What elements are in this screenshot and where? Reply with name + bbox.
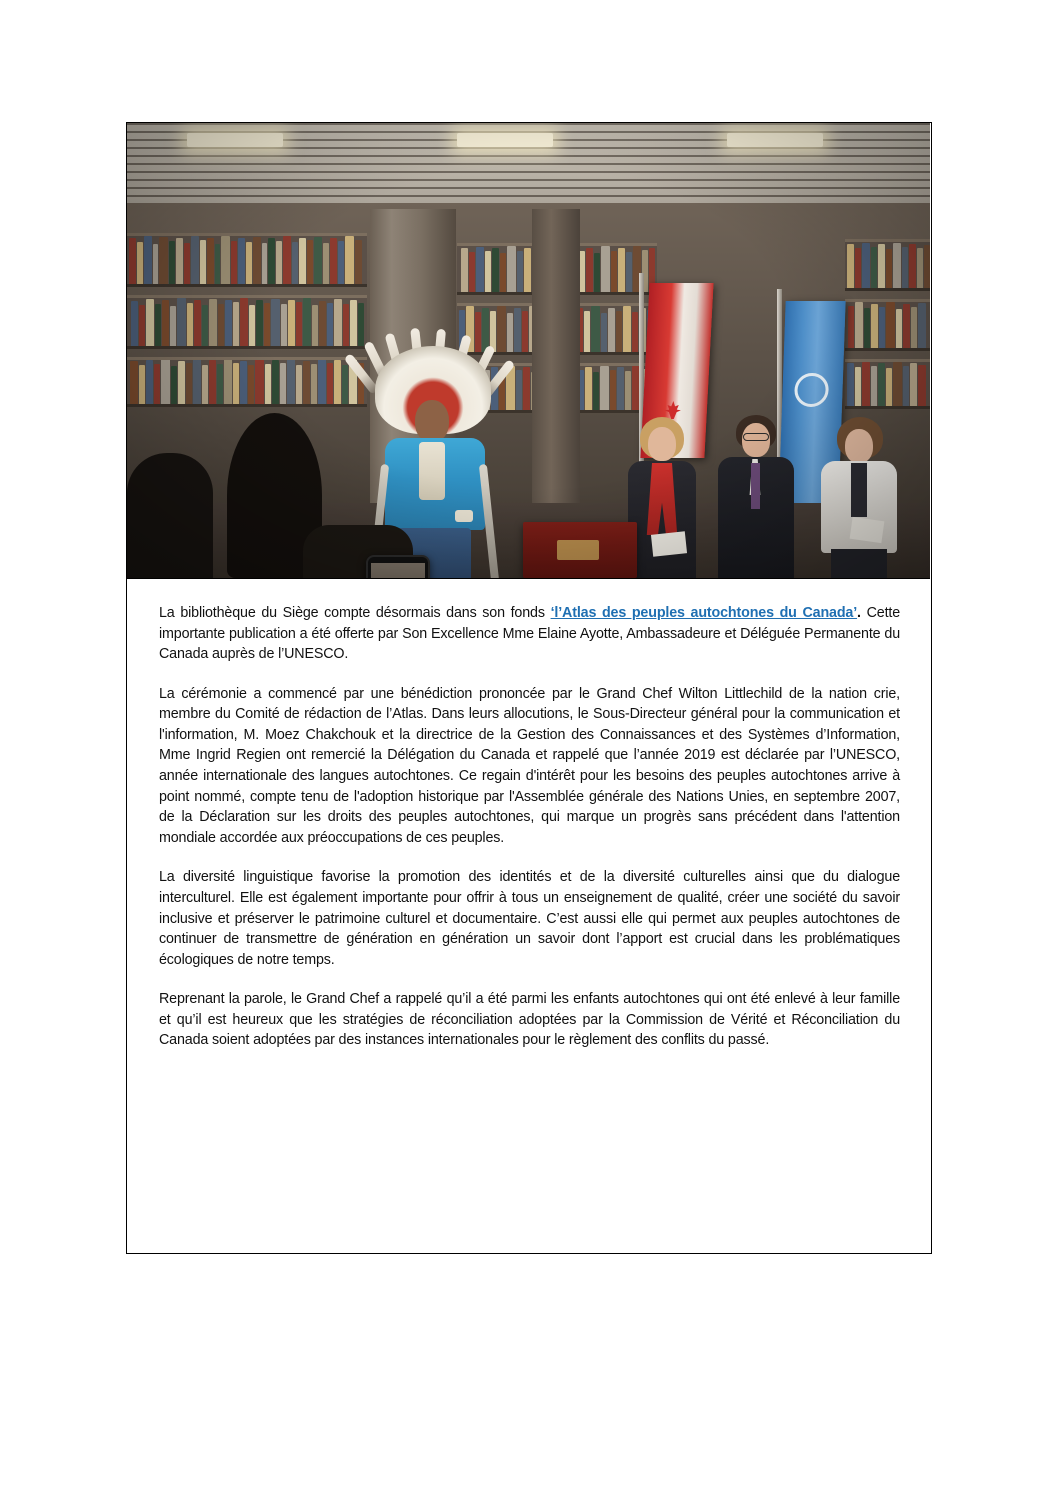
- paragraph-4: Reprenant la parole, le Grand Chef a rappelé qu’il a été parmi les enfants autochtones qui ont été enlevé à leur famille et qu’il est heureux que les stratégies de réconciliation adoptées par la Commission de Vérité et Réconciliation du Canada soient adoptées par des instances internationales pour le règlement des conflits du passé.: [159, 991, 900, 1049]
- paper-notes: [651, 531, 687, 556]
- bookshelf: [127, 233, 367, 287]
- paper-notes: [850, 517, 885, 543]
- face: [415, 400, 449, 442]
- p1-tail-text: Cette importante publication a été offerte par Son Excellence Mme Elaine Ayotte, Ambassadeure et Déléguée Permanente du Canada auprès de l’UNESCO.: [159, 605, 901, 663]
- books: [127, 298, 367, 346]
- paragraph-3: La diversité linguistique favorise la promotion des identités et de la diversité culturelles ainsi que du dialogue interculturel. Elle est également importante pour offrir à tous un enseignement de qualité, créer une société du savoir inclusive et préserver le patrimoine culturel et documentaire. C’est aussi elle qui permet aux peuples autochtones de continuer de transmettre de génération en génération un savoir dont l’apport est crucial dans les problématiques écologiques de notre temps.: [159, 869, 900, 968]
- beadwork: [419, 442, 445, 500]
- bookshelf: [845, 299, 930, 351]
- bookshelf: [845, 239, 930, 291]
- paragraph-1: [159, 603, 900, 665]
- books: [845, 242, 930, 288]
- inner-top: [851, 463, 867, 517]
- badge: [455, 510, 473, 522]
- box-emblem: [557, 540, 599, 560]
- p1-lead-text: La bibliothèque du Siège compte désormais dans son fonds: [159, 605, 551, 621]
- ceiling-light: [187, 133, 283, 147]
- bookshelf: [845, 359, 930, 409]
- bookshelf: [127, 357, 367, 407]
- books: [845, 362, 930, 406]
- necktie: [751, 463, 760, 509]
- atlas-link[interactable]: ‘l’Atlas des peuples autochtones du Canada’: [550, 605, 858, 621]
- books: [127, 360, 367, 404]
- glasses-icon: [743, 433, 769, 441]
- p1-period: .: [857, 605, 861, 621]
- paragraph-2: La cérémonie a commencé par une bénédiction prononcée par le Grand Chef Wilton Littlechild de la nation crie, membre du Comité de rédaction de l’Atlas. Dans leurs allocutions, le Sous-Directeur général pour la communication et l'information, M. Moez Chakchouk et la directrice de la Gestion des Connaissances et des Systèmes d’Information, Mme Ingrid Regien ont remercié la Délégation du Canada et rappelé que l’année 2019 est déclarée par l’UNESCO, année internationale des langues autochtones. Ce regain d'intérêt pour les besoins des peuples autochtones arrive à point nommé, compte tenu de l'adoption historique par l'Assemblée générale des Nations Unies, en septembre 2007, de la Déclaration sur les droits des peuples autochtones, qui marque un progrès sans précédent dans l'attention mondiale accordée aux préoccupations de ces peuples.: [159, 685, 900, 846]
- article-text: [127, 579, 930, 1071]
- books: [845, 302, 930, 348]
- maple-leaf-icon: [664, 401, 681, 419]
- smartphone: [366, 555, 430, 579]
- phone-screen: [371, 563, 425, 579]
- face: [845, 429, 873, 463]
- person-woman-white-jacket: [817, 423, 901, 579]
- skirt: [831, 549, 887, 579]
- person-man-suit: [714, 419, 798, 579]
- ceiling-light: [457, 133, 553, 147]
- foreground-person-silhouette: [127, 453, 213, 578]
- un-emblem-icon: [794, 373, 829, 407]
- document-frame: [126, 122, 932, 1254]
- bookshelf: [127, 295, 367, 349]
- face: [648, 427, 676, 461]
- atlas-presentation-box: [523, 522, 637, 578]
- ceiling-light: [727, 133, 823, 147]
- books: [127, 236, 367, 284]
- ceremony-photo: [127, 123, 930, 579]
